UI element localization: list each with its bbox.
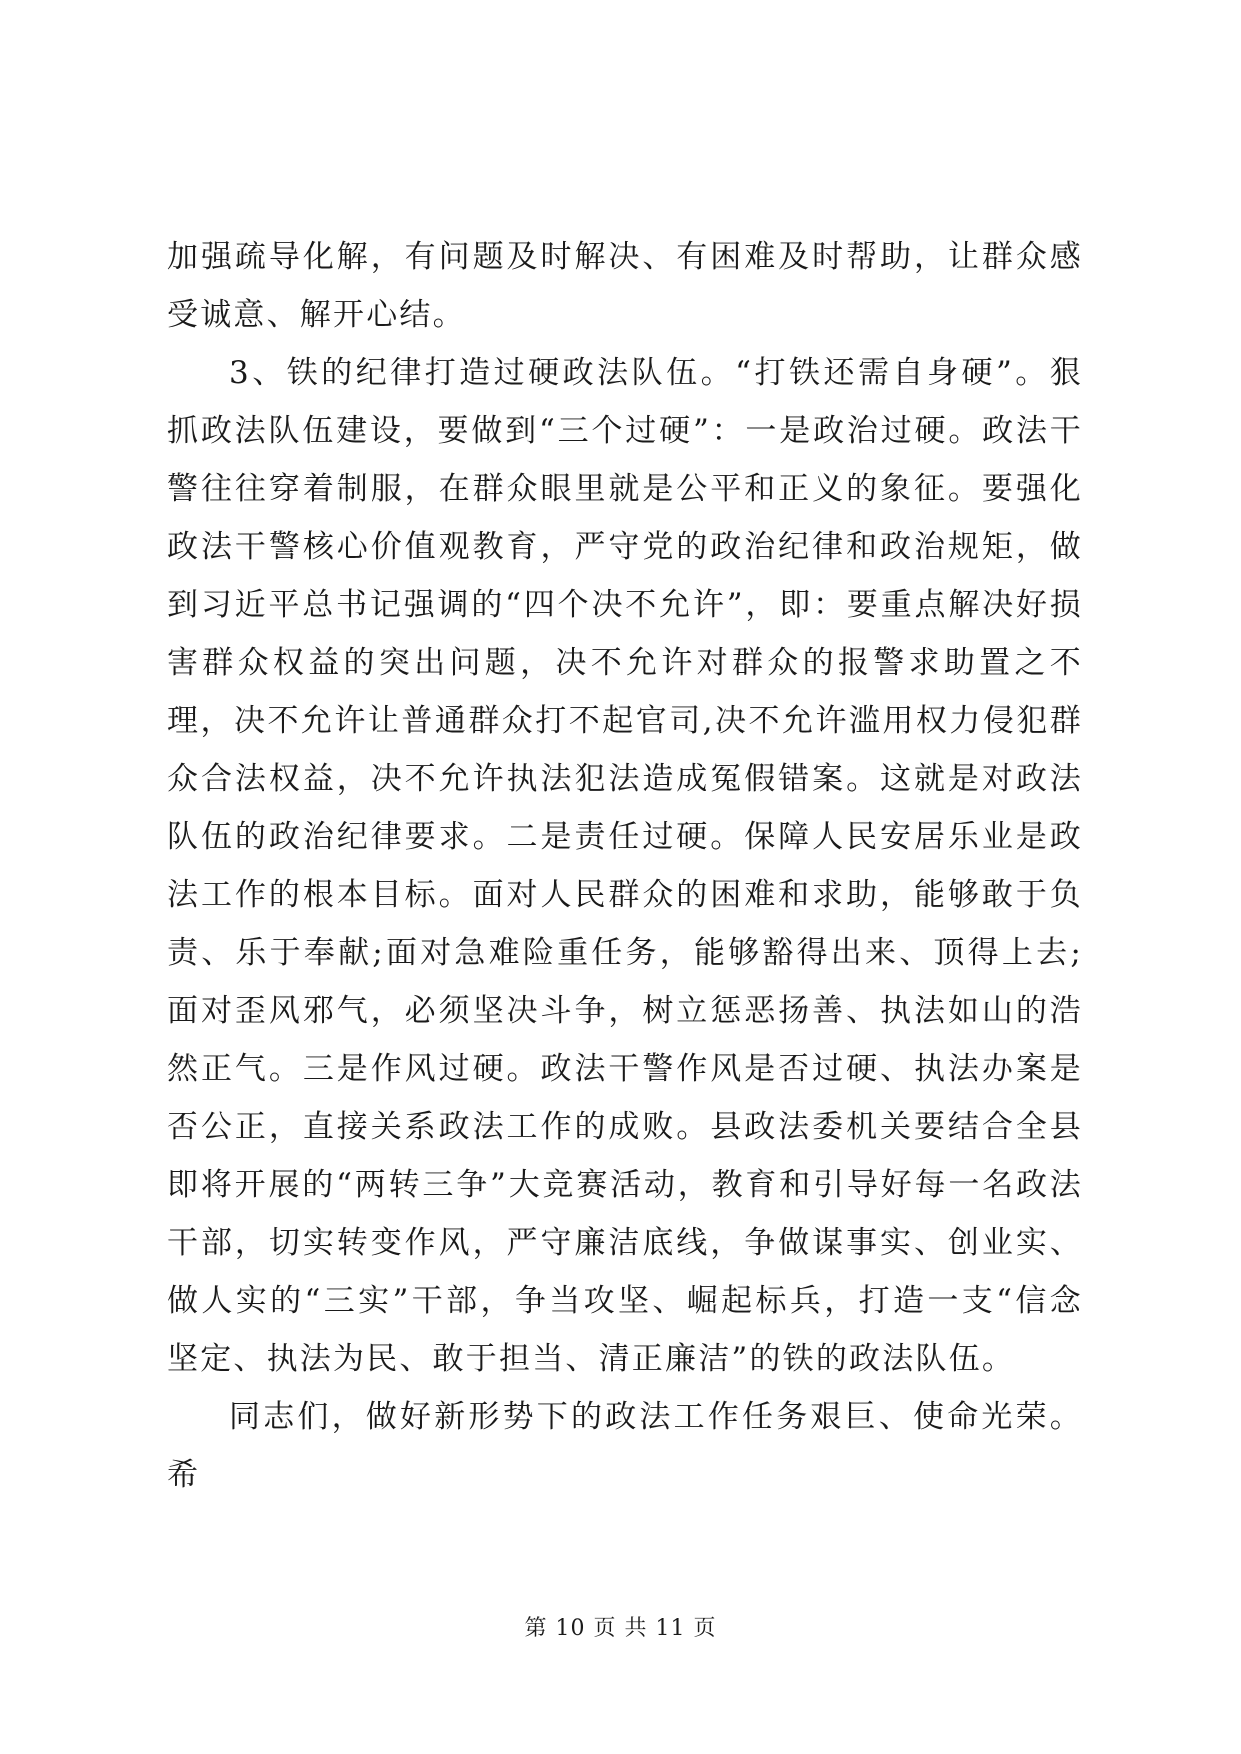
body-text [167,228,1083,1504]
paragraph-1: 加强疏导化解，有问题及时解决、有困难及时帮助，让群众感受诚意、解开心结。 [167,239,1083,333]
page-footer: 第 10 页 共 11 页 [524,1616,717,1641]
paragraph-2: 3、铁的纪律打造过硬政法队伍。“打铁还需自身硬”。狠抓政法队伍建设，要做到“三个过硬”：一是政治过硬。政法干警往往穿着制服，在群众眼里就是公平和正义的象征。要强化政法干警核心价值观教育，严守党的政治纪律和政治规矩，做到习近平总书记强调的“四个决不允许”，即：要重点解决好损害群众权益的突出问题，决不允许对群众的报警求助置之不理，决不允许让普通群众打不起官司,决不允许滥用权力侵犯群众合法权益，决不允许执法犯法造成冤假错案。这就是对政法队伍的政治纪律要求。二是责任过硬。保障人民安居乐业是政法工作的根本目标。面对人民群众的困难和求助，能够敢于负责、乐于奉献;面对急难险重任务，能够豁得出来、顶得上去;面对歪风邪气，必须坚决斗争，树立惩恶扬善、执法如山的浩然正气。三是作风过硬。政法干警作风是否过硬、执法办案是否公正，直接关系政法工作的成败。县政法委机关要结合全县即将开展的“两转三争”大竞赛活动，教育和引导好每一名政法干部，切实转变作风，严守廉洁底线，争做谋事实、创业实、做人实的“三实”干部，争当攻坚、崛起标兵，打造一支“信念坚定、执法为民、敢于担当、清正廉洁”的铁的政法队伍。 [167,355,1083,1377]
paragraph-3: 同志们，做好新形势下的政法工作任务艰巨、使命光荣。希 [167,1399,1083,1493]
